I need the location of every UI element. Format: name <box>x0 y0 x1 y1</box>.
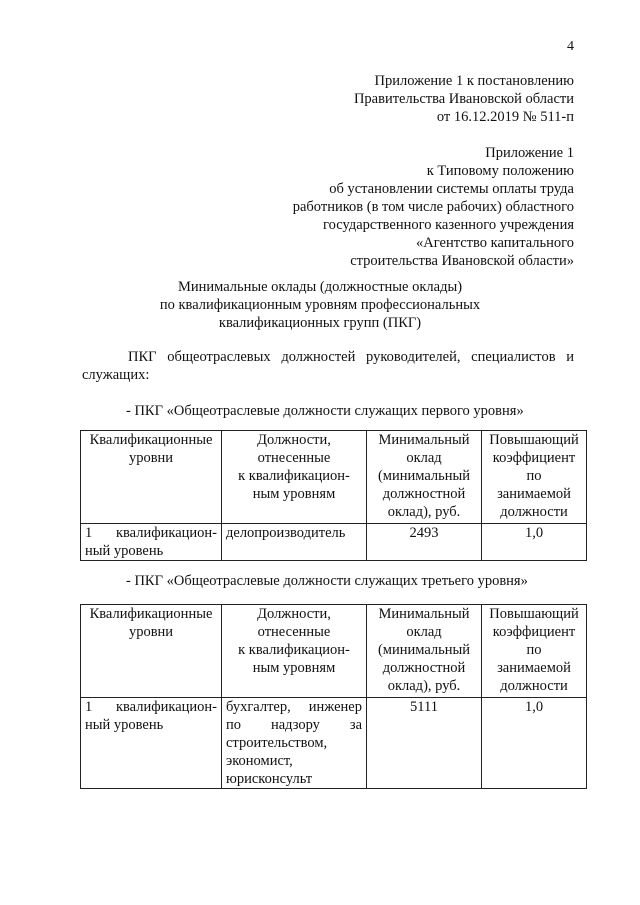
appendix-to-regulation <box>293 144 574 270</box>
table-header-row <box>81 605 587 698</box>
appendix-line: государственного казенного учреждения <box>323 217 574 233</box>
page-number: 4 <box>567 39 574 54</box>
appendix-line: строительства Ивановской области» <box>350 253 574 269</box>
header-coefficient: Повышающий коэффициент по занимаемой должности <box>482 605 587 698</box>
table-header-row <box>81 431 587 524</box>
appendix-to-decree <box>354 72 574 126</box>
appendix-line: Приложение 1 <box>485 145 574 161</box>
appendix-line: Приложение 1 к постановлению <box>374 73 574 89</box>
appendix-line: «Агентство капитального <box>416 235 574 251</box>
salary-table-third-level <box>80 604 587 789</box>
header-qualification-levels: Квалификационные уровни <box>81 431 222 524</box>
qualification-level-cell: 1 квалификацион- ный уровень <box>81 524 222 561</box>
appendix-line: от 16.12.2019 № 511-п <box>436 109 574 125</box>
header-qualification-levels: Квалификационные уровни <box>81 605 222 698</box>
title-line: квалификационных групп (ПКГ) <box>218 315 422 331</box>
header-coefficient: Повышающий коэффициент по занимаемой должности <box>482 431 587 524</box>
salary-table-first-level <box>80 430 587 561</box>
title-line: Минимальные оклады (должностные оклады) <box>177 279 463 295</box>
coefficient-cell: 1,0 <box>482 524 587 561</box>
table-row <box>81 524 587 561</box>
appendix-line: Правительства Ивановской области <box>353 91 574 107</box>
header-positions: Должности, отнесенные к квалификацион- ным уровням <box>222 431 367 524</box>
appendix-line: к Типовому положению <box>426 163 574 179</box>
header-positions: Должности, отнесенные к квалификацион- ным уровням <box>222 605 367 698</box>
coefficient-cell: 1,0 <box>482 698 587 789</box>
header-min-salary: Минимальный оклад (минимальный должностной оклад), руб. <box>367 605 482 698</box>
intro-paragraph: ПКГ общеотраслевых должностей руководителей, специалистов и служащих: <box>82 349 574 383</box>
appendix-line: работников (в том числе рабочих) областного <box>292 199 574 215</box>
qualification-level-cell: 1 квалификацион- ный уровень <box>81 698 222 789</box>
header-min-salary: Минимальный оклад (минимальный должностной оклад), руб. <box>367 431 482 524</box>
document-title <box>0 278 640 332</box>
group-heading: - ПКГ «Общеотраслевые должности служащих третьего уровня» <box>126 573 528 589</box>
positions-cell: бухгалтер, инженер по надзору за строительством, экономист, юрисконсульт <box>222 698 367 789</box>
title-line: по квалификационным уровням профессиональных <box>159 297 481 313</box>
positions-cell: делопроизводитель <box>222 524 367 561</box>
appendix-line: об установлении системы оплаты труда <box>329 181 574 197</box>
salary-cell: 2493 <box>367 524 482 561</box>
salary-cell: 5111 <box>367 698 482 789</box>
table-row <box>81 698 587 789</box>
group-heading: - ПКГ «Общеотраслевые должности служащих первого уровня» <box>126 403 524 419</box>
